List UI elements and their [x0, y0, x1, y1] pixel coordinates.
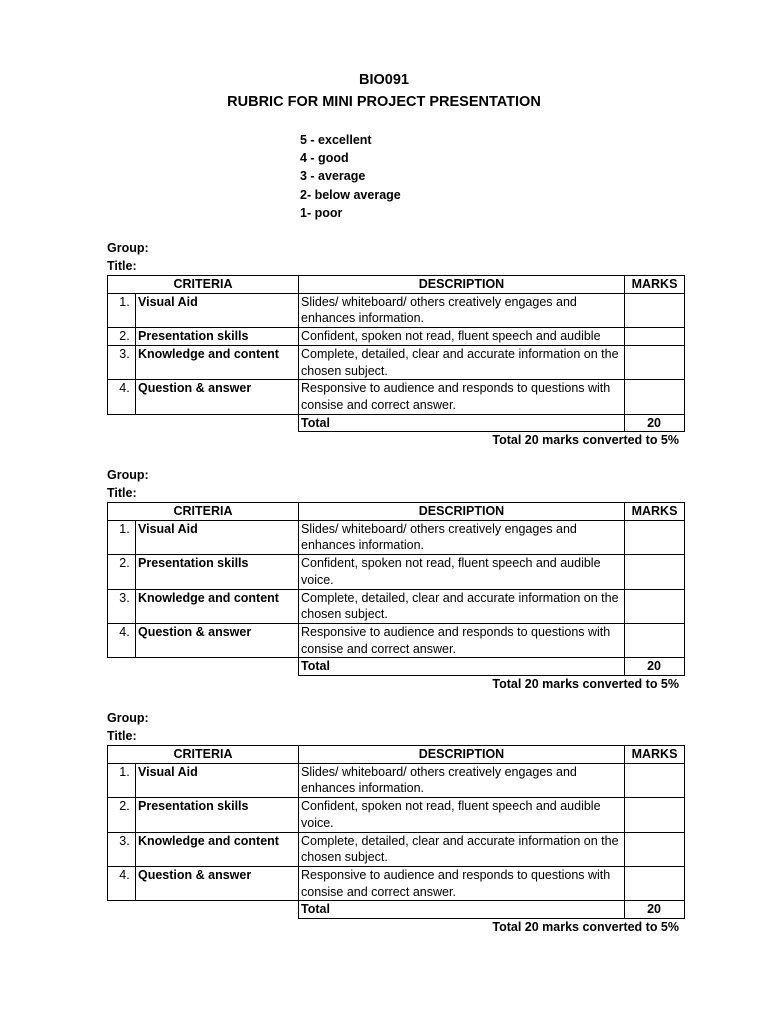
table-row [108, 798, 685, 832]
description-cell: Complete, detailed, clear and accurate information on the chosen subject. [299, 832, 625, 866]
criteria-cell: Visual Aid [136, 520, 299, 554]
table-row [108, 763, 685, 797]
row-number: 3. [108, 345, 136, 379]
total-row [108, 414, 685, 432]
marks-header: MARKS [625, 503, 685, 521]
rubric-table [107, 745, 685, 919]
table-row [108, 555, 685, 589]
marks-cell[interactable] [625, 866, 685, 900]
title-label: Title: [107, 485, 137, 500]
description-cell: Responsive to audience and responds to questions with consise and correct answer. [299, 623, 625, 657]
rubric-table [107, 502, 685, 676]
description-cell: Slides/ whiteboard/ others creatively engages and enhances information. [299, 293, 625, 327]
scale-item: 2- below average [300, 187, 401, 202]
scale-item: 3 - average [300, 169, 366, 184]
rubric-section-3 [107, 710, 685, 936]
description-cell: Confident, spoken not read, fluent speech and audible [299, 328, 625, 346]
marks-header: MARKS [625, 276, 685, 294]
rubric-table [107, 275, 685, 432]
table-header-row [108, 746, 685, 764]
table-row [108, 345, 685, 379]
criteria-header: CRITERIA [108, 276, 299, 294]
marks-cell[interactable] [625, 798, 685, 832]
table-row [108, 380, 685, 414]
description-cell: Complete, detailed, clear and accurate information on the chosen subject. [299, 589, 625, 623]
criteria-header: CRITERIA [108, 746, 299, 764]
criteria-cell: Question & answer [136, 380, 299, 414]
rubric-section-2 [107, 467, 685, 693]
criteria-cell: Presentation skills [136, 328, 299, 346]
description-cell: Complete, detailed, clear and accurate information on the chosen subject. [299, 345, 625, 379]
criteria-cell: Presentation skills [136, 555, 299, 589]
table-row [108, 623, 685, 657]
marks-header: MARKS [625, 746, 685, 764]
page-title: RUBRIC FOR MINI PROJECT PRESENTATION [227, 94, 541, 110]
scale-item: 5 - excellent [300, 133, 372, 147]
row-number: 3. [108, 832, 136, 866]
criteria-cell: Knowledge and content [136, 832, 299, 866]
table-row [108, 589, 685, 623]
description-cell: Confident, spoken not read, fluent speech and audible voice. [299, 798, 625, 832]
title-label: Title: [107, 728, 137, 743]
criteria-header: CRITERIA [108, 503, 299, 521]
row-number: 2. [108, 555, 136, 589]
rubric-section-1 [107, 240, 685, 449]
row-number: 4. [108, 380, 136, 414]
table-row [108, 832, 685, 866]
conversion-note: Total 20 marks converted to 5% [492, 433, 679, 448]
group-label: Group: [107, 241, 149, 255]
total-value: 20 [625, 658, 685, 676]
group-label: Group: [107, 468, 149, 482]
marks-cell[interactable] [625, 345, 685, 379]
marks-cell[interactable] [625, 832, 685, 866]
marks-cell[interactable] [625, 293, 685, 327]
description-cell: Confident, spoken not read, fluent speech and audible voice. [299, 555, 625, 589]
description-header: DESCRIPTION [299, 503, 625, 521]
total-row [108, 901, 685, 919]
criteria-cell: Knowledge and content [136, 589, 299, 623]
table-header-row [108, 276, 685, 294]
marks-cell[interactable] [625, 520, 685, 554]
criteria-cell: Knowledge and content [136, 345, 299, 379]
table-row [108, 293, 685, 327]
table-row [108, 328, 685, 346]
conversion-note: Total 20 marks converted to 5% [492, 920, 679, 935]
criteria-cell: Question & answer [136, 866, 299, 900]
marks-cell[interactable] [625, 763, 685, 797]
table-row [108, 866, 685, 900]
course-code: BIO091 [359, 72, 409, 88]
description-cell: Slides/ whiteboard/ others creatively engages and enhances information. [299, 520, 625, 554]
description-header: DESCRIPTION [299, 276, 625, 294]
description-header: DESCRIPTION [299, 746, 625, 764]
scale-item: 4 - good [300, 151, 349, 166]
row-number: 1. [108, 520, 136, 554]
row-number: 2. [108, 328, 136, 346]
title-label: Title: [107, 258, 137, 273]
marks-cell[interactable] [625, 328, 685, 346]
row-number: 3. [108, 589, 136, 623]
conversion-note: Total 20 marks converted to 5% [492, 677, 679, 692]
criteria-cell: Visual Aid [136, 293, 299, 327]
description-cell: Slides/ whiteboard/ others creatively engages and enhances information. [299, 763, 625, 797]
marks-cell[interactable] [625, 589, 685, 623]
row-number: 2. [108, 798, 136, 832]
total-value: 20 [625, 901, 685, 919]
scale-item: 1- poor [300, 205, 343, 220]
marks-cell[interactable] [625, 623, 685, 657]
marks-cell[interactable] [625, 380, 685, 414]
total-row [108, 658, 685, 676]
row-number: 4. [108, 623, 136, 657]
group-label: Group: [107, 711, 149, 725]
criteria-cell: Presentation skills [136, 798, 299, 832]
total-label: Total [299, 901, 625, 919]
criteria-cell: Question & answer [136, 623, 299, 657]
total-value: 20 [625, 414, 685, 432]
description-cell: Responsive to audience and responds to questions with consise and correct answer. [299, 866, 625, 900]
total-label: Total [299, 414, 625, 432]
criteria-cell: Visual Aid [136, 763, 299, 797]
total-label: Total [299, 658, 625, 676]
table-row [108, 520, 685, 554]
rating-scale [300, 131, 401, 222]
description-cell: Responsive to audience and responds to questions with consise and correct answer. [299, 380, 625, 414]
row-number: 1. [108, 763, 136, 797]
row-number: 1. [108, 293, 136, 327]
marks-cell[interactable] [625, 555, 685, 589]
row-number: 4. [108, 866, 136, 900]
table-header-row [108, 503, 685, 521]
